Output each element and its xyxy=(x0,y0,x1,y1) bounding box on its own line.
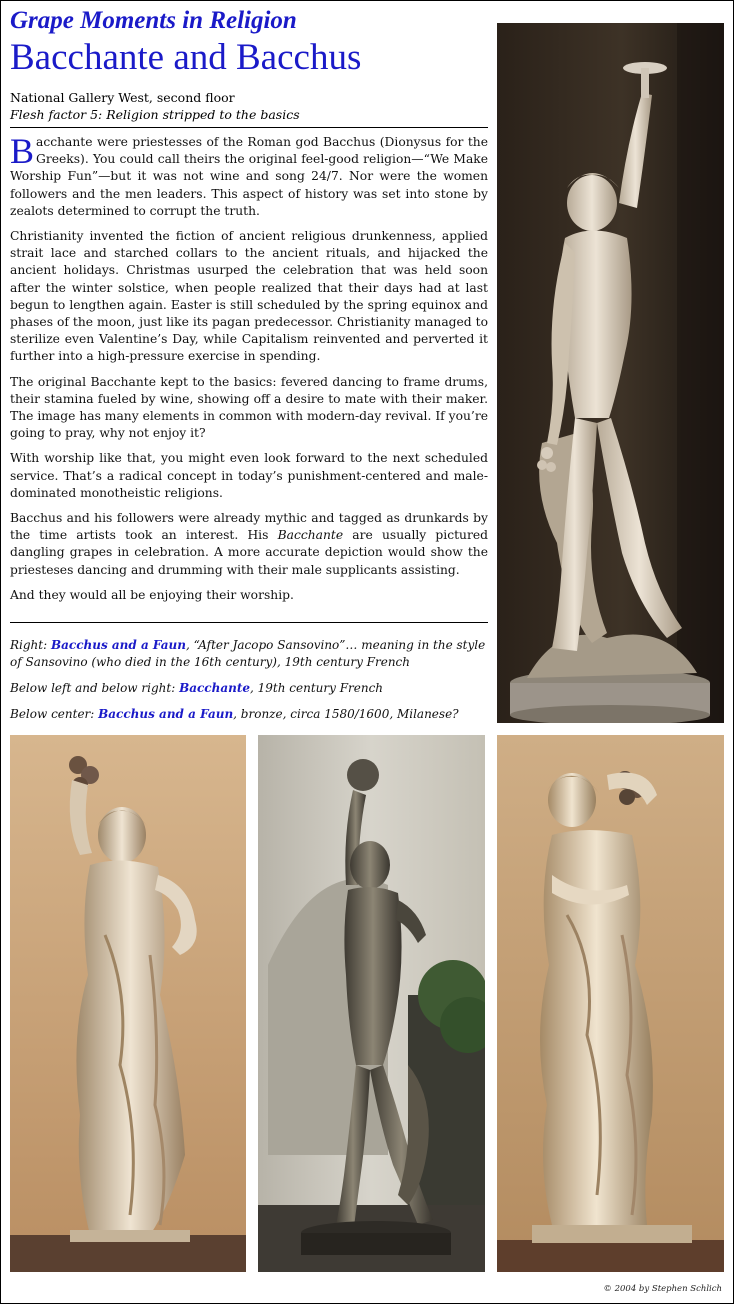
caption-right-rest: , “After Jacopo Sansovino”… meaning in the style of Sansovino (who died in the 16th century), 19th century French xyxy=(10,638,486,669)
photo-bacchus-and-faun-marble xyxy=(497,23,724,723)
caption-c-title: Bacchus and a Faun xyxy=(98,707,234,721)
photo-bacchus-and-faun-bronze xyxy=(258,735,485,1272)
page-title: Bacchante and Bacchus xyxy=(10,37,362,78)
paragraph-5-italic: Bacchante xyxy=(277,528,344,543)
drop-cap: B xyxy=(10,131,35,171)
copyright: © 2004 by Stephen Schlich xyxy=(603,1284,722,1294)
caption-right xyxy=(10,637,492,671)
location-text: National Gallery West, second floor xyxy=(10,90,235,105)
caption-lr-title: Bacchante xyxy=(179,681,250,695)
paragraph-5-text-b: are usually pictured dangling grapes in celebration. A more accurate depiction would show the priesteses dancing and drumming with their male supplicants assisting. xyxy=(10,528,489,577)
paragraph-1 xyxy=(10,131,488,220)
photo-bacchante-right xyxy=(497,735,724,1272)
caption-c-prefix: Below center: xyxy=(10,707,99,721)
paragraph-6: And they would all be enjoying their worship. xyxy=(10,587,294,602)
header-divider xyxy=(10,127,488,128)
bacchante-right-image xyxy=(497,735,724,1272)
caption-lr-prefix: Below left and below right: xyxy=(10,681,180,695)
paragraph-5-text-a: Bacchus and his followers were already mythic and tagged as drunkards by the time artists took an interest. His xyxy=(10,511,488,543)
paragraph-5 xyxy=(10,510,488,579)
caption-c-rest: , bronze, circa 1580/1600, Milanese? xyxy=(233,707,459,721)
paragraph-3: The original Bacchante kept to the basics: fevered dancing to frame drums, their stamina fueled by wine, showing off a desire to mate with their maker. The image has many elements in common with modern-day revival. If you’re going to pray, why not enjoy it? xyxy=(10,374,488,441)
flesh-factor: Flesh factor 5: Religion stripped to the basics xyxy=(10,107,300,122)
paragraph-4: With worship like that, you might even look forward to the next scheduled service. That’s a radical concept in today’s punishment-centered and male-dominated monotheistic religions. xyxy=(10,451,488,500)
paragraph-2: Christianity invented the fiction of ancient religious drunkenness, applied strait lace and starched collars to the ancient rituals, and hijacked the ancient holidays. Christmas usurped the celebration that was held soon after the winter solstice, when people realized that their days had at last begun to lengthen again. Easter is still scheduled by the spring equinox and phases of the moon, just like its pagan predecessor. Christianity managed to sterilize even Valentine’s Day, while Capitalism reinvented and perverted it further into a high-pressure exercise in spending. xyxy=(10,229,488,364)
kicker: Grape Moments in Religion xyxy=(10,7,297,34)
caption-below-center xyxy=(10,706,492,723)
caption-divider xyxy=(10,622,488,623)
captions xyxy=(10,637,492,732)
paragraph-1-text: acchante were priestesses of the Roman god Bacchus (Dionysus for the Greeks). You could call theirs the original feel-good religion—“We Make Worship Fun”—but it was not wine and song 24/7. Nor were the women followers and the men leaders. This aspect of history was set into stone by zealots determined to corrupt the truth. xyxy=(10,135,488,218)
photo-bacchante-left xyxy=(10,735,246,1272)
caption-right-title: Bacchus and a Faun xyxy=(50,638,186,652)
caption-below-left-right xyxy=(10,680,492,697)
bacchante-left-image xyxy=(10,735,246,1272)
bacchus-bronze-image xyxy=(258,735,485,1272)
caption-right-prefix: Right: xyxy=(10,638,51,652)
bacchus-marble-image xyxy=(497,23,724,723)
caption-lr-rest: , 19th century French xyxy=(250,681,384,695)
article-body xyxy=(10,131,489,612)
